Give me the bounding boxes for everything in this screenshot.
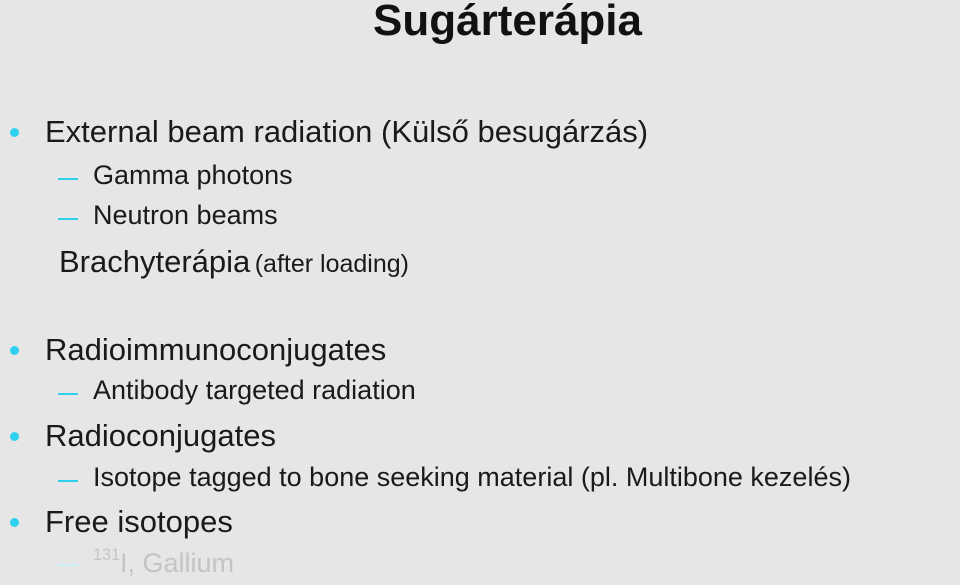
brachy-sub-text: (after loading): [254, 250, 409, 278]
bullet-dot-icon: [10, 518, 19, 527]
sub-iodine-text: I, Gallium: [120, 548, 235, 578]
bullet-radioconj: [10, 418, 276, 454]
sub-antibody: [58, 375, 416, 406]
sub-antibody-text: Antibody targeted radiation: [93, 375, 416, 405]
dash-icon: [58, 218, 78, 220]
bullet-radioimmuno-text: Radioimmunoconjugates: [45, 332, 387, 367]
slide-title: Sugárterápia: [373, 0, 642, 45]
brachy-line: [59, 244, 409, 280]
sub-gamma: [58, 160, 293, 191]
bullet-external-text: External beam radiation (Külső besugárzás): [45, 114, 649, 149]
sub-isotope: [58, 462, 851, 493]
dash-icon: [58, 178, 78, 180]
bullet-dot-icon: [10, 346, 19, 355]
bullet-dot-icon: [10, 128, 19, 137]
dash-icon: [58, 393, 78, 395]
sub-isotope-text: Isotope tagged to bone seeking material (pl. Multibone kezelés): [93, 462, 851, 492]
dash-icon: [58, 564, 78, 566]
bullet-radioconj-text: Radioconjugates: [45, 418, 276, 453]
sub-neutron-text: Neutron beams: [93, 200, 278, 230]
bullet-dot-icon: [10, 432, 19, 441]
dash-icon: [58, 480, 78, 482]
bullet-external: [10, 114, 648, 150]
sub-iodine: [58, 546, 234, 579]
bullet-free-text: Free isotopes: [45, 504, 233, 539]
sub-neutron: [58, 200, 278, 231]
sub-gamma-text: Gamma photons: [93, 160, 293, 190]
brachy-main-text: Brachyterápia: [59, 244, 251, 279]
bullet-radioimmuno: [10, 332, 386, 368]
bullet-free: [10, 504, 233, 540]
iodine-superscript: 131: [93, 546, 121, 564]
